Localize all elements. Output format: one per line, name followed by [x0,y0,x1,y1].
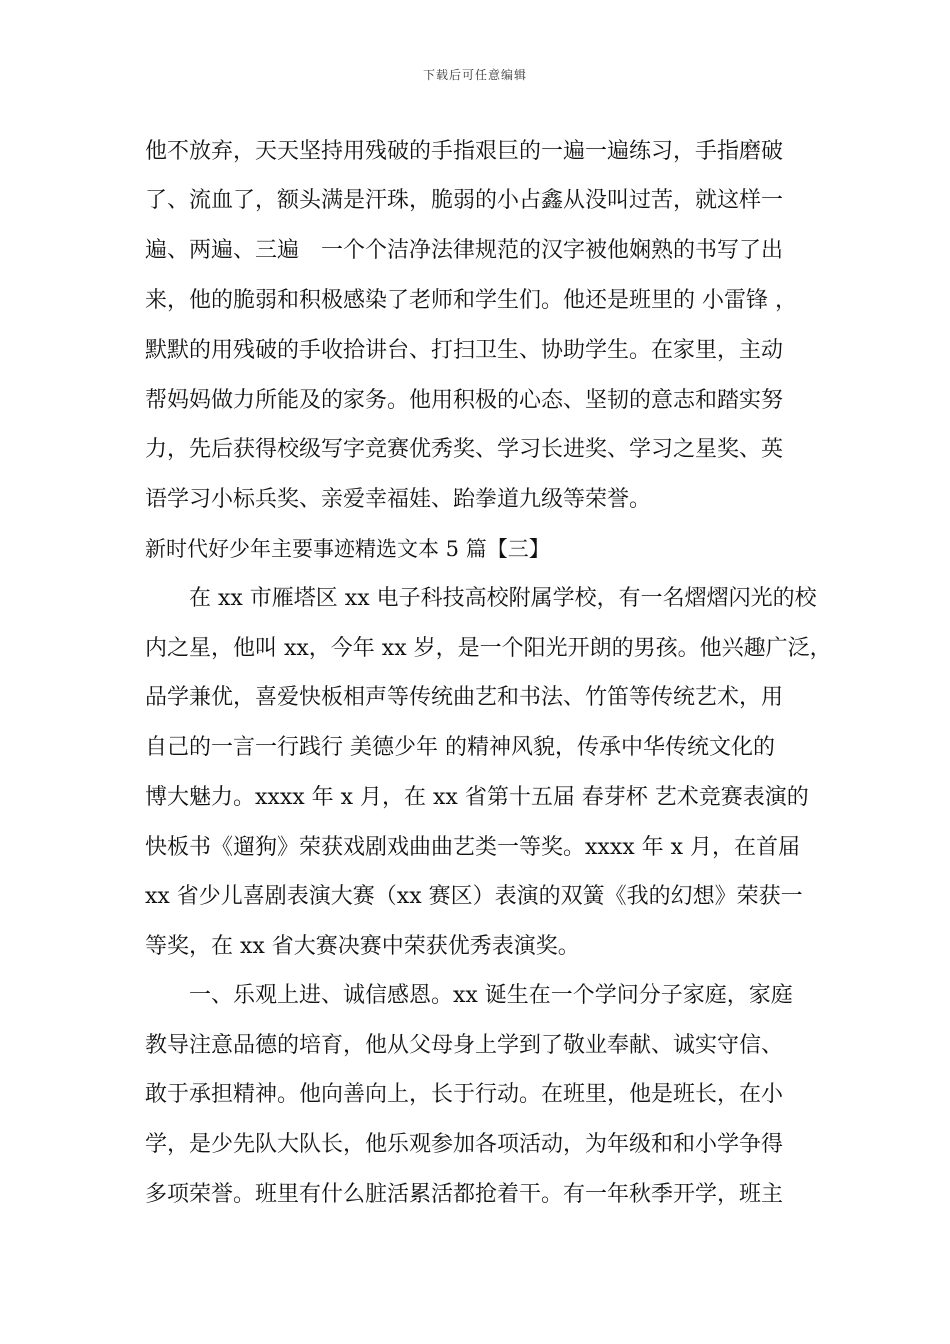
text-line: 默默的用残破的手收拾讲台、打扫卫生、协助学生。在家里，主动 [145,338,784,363]
page-header: 下载后可任意编辑 [422,68,527,82]
text-line: 敢于承担精神。他向善向上，长于行动。在班里，他是班长，在小 [145,1082,784,1107]
text-line: 来，他的脆弱和积极感染了老师和学生们。他还是班里的 小雷锋 ， [145,288,797,313]
text-line: 内之星，他叫 xx，今年 xx 岁，是一个阳光开朗的男孩。他兴趣广泛， [145,636,832,661]
text-line: 遍、两遍、三遍 一个个洁净法律规范的汉字被他娴熟的书写了出 [145,238,784,263]
text-line: 在 xx 市雁塔区 xx 电子科技高校附属学校，有一名熠熠闪光的校 [145,586,817,611]
text-line: 多项荣誉。班里有什么脏活累活都抢着干。有一年秋季开学，班主 [145,1182,784,1207]
text-line: 一、乐观上进、诚信感恩。xx 诞生在一个学问分子家庭，家庭 [145,983,793,1008]
text-line: 快板书《遛狗》荣获戏剧戏曲曲艺类一等奖。xxxx 年 x 月，在首届 [145,835,801,860]
text-line: 力，先后获得校级写字竞赛优秀奖、学习长进奖、学习之星奖、英 [145,437,784,462]
text-line: 帮妈妈做力所能及的家务。他用积极的心态、坚韧的意志和踏实努 [145,388,784,413]
text-line: 学，是少先队大队长，他乐观参加各项活动，为年级和和小学争得 [145,1132,784,1157]
text-line: 等奖，在 xx 省大赛决赛中荣获优秀表演奖。 [145,934,580,959]
text-line: 教导注意品德的培育，他从父母身上学到了敬业奉献、诚实守信、 [145,1033,784,1058]
section-heading: 新时代好少年主要事迹精选文本 5 篇【三】 [145,537,550,561]
text-line: 了、流血了，额头满是汗珠，脆弱的小占鑫从没叫过苦，就这样一 [145,188,784,213]
text-line: 博大魅力。xxxx 年 x 月，在 xx 省第十五届 春芽杯 艺术竞赛表演的 [145,785,809,810]
text-line: 品学兼优，喜爱快板相声等传统曲艺和书法、竹笛等传统艺术，用 [145,685,784,710]
text-line: 他不放弃，天天坚持用残破的手指艰巨的一遍一遍练习，手指磨破 [145,139,784,164]
text-line: xx 省少儿喜剧表演大赛（xx 赛区）表演的双簧《我的幻想》荣获一 [145,884,803,909]
text-line: 自己的一言一行践行 美德少年 的精神风貌，传承中华传统文化的 [145,735,775,760]
text-line: 语学习小标兵奖、亲爱幸福娃、跆拳道九级等荣誉。 [145,487,652,512]
